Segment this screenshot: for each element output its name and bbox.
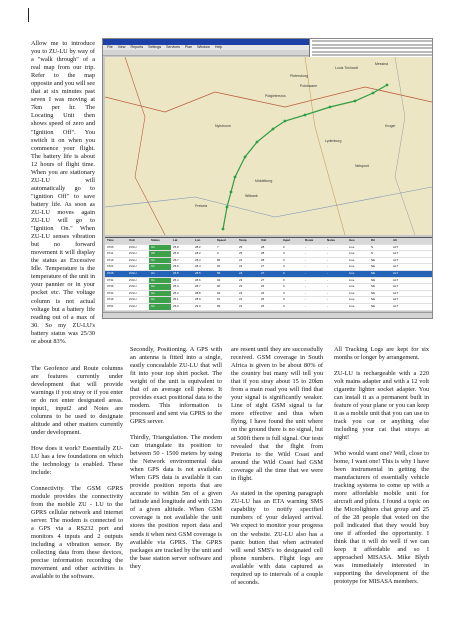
column-1-bottom bbox=[31, 365, 123, 589]
map-label: Lydenburg bbox=[325, 139, 342, 143]
menu-item: Services bbox=[166, 45, 180, 49]
route-map bbox=[105, 57, 432, 235]
map-label: Polokwane bbox=[300, 84, 318, 88]
menu-item: Reports bbox=[130, 45, 144, 49]
column-2 bbox=[130, 346, 222, 578]
paragraph: All Tracking Logs are kept for six months or longer by arrangement. bbox=[334, 346, 429, 362]
menu-item: File bbox=[107, 45, 113, 49]
paragraph: ZU-LU is rechargeable with a 220 volt mains adapter and with a 12 volt cigarette lighter socket adapter. You can install it as a permanent built in feature of your plane or you can keep it as a mobile unit that you can use to track you car or anything else including your cat that strays at night! bbox=[334, 369, 429, 441]
map-label: Kruger bbox=[385, 124, 396, 128]
paragraph: Who would want one? Well, close to home, I want one! This is why I have been instrumental in getting the manufacturers of essentially vehicle tracking systems to come up with a more affordable mobile unit for aircraft and pilots. I found a topic on the Microlighters chat group and 25 of the 28 people that voted on the poll indicated that they would buy one if afforded the opportunity. I think that it will do well if we can keep it affordable and so I approached MISASA. Mike Blyth was immediately interested in supporting the development of the prototype for MISASA members. bbox=[334, 449, 429, 586]
menu-item: Plan bbox=[184, 45, 193, 49]
map-label: Louis Trichardt bbox=[335, 66, 358, 70]
column-4 bbox=[334, 346, 429, 594]
tracking-log-table: Time Unit Status Lat Lon Speed Temp Volt Input Route Notes Geo Dir Alt 0706 ZULU On 25.8 28.2 7 25 28 0 - - Live N ALT 0711 ZULU Off 25.8 28.2 0 25 28 0 - - Live N ALT 0716 ZULU On 25.7 28.3 86 24 28 0 - - Live NE ALT 0721 ZULU On 25.6 28.4 92 24 27 0 - - Live NE ALT 0726 ZULU On 25.5 28.5 95 24 27 0 - - Live NE ALT 0731 ZULU On 25.4 28.6 94 23 27 0 - - Live NE ALT 0736 ZULU On 25.3 28.7 90 23 26 0 - - Live NE ALT 0741 ZULU On 25.2 28.8 93 23 26 0 - - Live NE ALT 0746 ZULU On 25.1 28.9 91 22 26 0 - - Live NE ALT 0751 ZULU On 25.0 29.0 89 22 25 0 - - Live NE ALT bbox=[105, 237, 432, 310]
paragraph: The Geofence and Route columns are features currently under development that will provide warnings if you stray or if you enter or do not enter designated areas. input1, input2 and Notes are columns to be used to designate altitude and other matters currently under development. bbox=[31, 365, 123, 437]
map-label: Witbank bbox=[245, 194, 258, 198]
intro-paragraph: Allow me to introduce you to ZU-LU by way of a "walk through" of a real map from our trip. Refer to the map opposite and you will see that at six minutes past seven I was moving at 7km per hr. The Locating Unit then shows speed of zero and "Ignition Off". You switch it on when you commence your flight. The battery life is about 12 hours of flight time. When you are stationary ZU-LU will automatically go to "ignition Off" to save battery life. As soon as ZU-LU moves again ZU-LU will go to "Ignition On." When ZU-LU senses vibration but no forward movement it will display the status as Excessive Idle. Temperature is the temperature of the unit in your pannier or in your pocket etc. The voltage column is not actual voltage but a battery life reading out of a max of 30. So my ZU-LU's battery status was 25/30 or about 83%. bbox=[31, 40, 96, 345]
paragraph: Secondly, Positioning. A GPS with an antenna is fitted into a single, easily concealable ZU-LU that will fit into your top shirt pocket. The weight of the unit is equivalent to that of an average cell phone. It provides exact positional data to the modem. This information is processed and sent via GPRS to the GPRS server. bbox=[130, 346, 222, 426]
map-label: Pietersburg bbox=[290, 74, 308, 78]
paragraph: are resent until they are successfully received. GSM coverage in South Africa is given to be about 80% of the country but many will tell you that if you stray about 15 to 20km from a main road you will find that your signal is significantly weaker. Line of sight GSM signal is far more effective and thus when flying, I have found the unit where on the ground there is no signal, but at 500ft there is full signal. Our tests revealed that the flight from Pretoria to the Wild Coast and around the Wild Coast had GSM coverage all the time that we were in flight. bbox=[231, 346, 323, 482]
tracking-software-screenshot bbox=[102, 38, 433, 319]
map-label: Messina bbox=[375, 62, 389, 66]
map-label: Nylstroom bbox=[215, 124, 231, 128]
map-label: Pretoria bbox=[195, 204, 208, 208]
paragraph: As stated in the opening paragraph ZU-LU has an ETA warning SMS capability to notify specified numbers of your delayed arrival. We expect to monitor your progress on the website. ZU-LU also has a panic button that when activated will send SMS's to designated cell phone numbers. Flight logs are available with data captured as required up to intervals of a couple of seconds. bbox=[231, 490, 323, 586]
paragraph: Connectivity. The GSM GPRS module provides the connectivity from the mobile ZU - LU to the GPRS cellular network and internet server. The modem is connected to a GPS via a RS232 port and monitors 4 inputs and 2 outputs including a vibration sensor. By collecting data from these devices, precise information recording the movement and other activities is available to the software. bbox=[31, 484, 123, 581]
menu-item: Settings bbox=[148, 45, 162, 49]
menu-item: View bbox=[117, 45, 126, 49]
map-label: Nelspruit bbox=[355, 164, 369, 168]
column-3 bbox=[231, 346, 323, 594]
status-bar bbox=[103, 312, 432, 318]
map-svg bbox=[105, 57, 432, 235]
paragraph: How does it work? Essentially ZU-LU has a few foundations on which the technology is enabled. These include: bbox=[31, 444, 123, 477]
menu-item: Help bbox=[214, 45, 223, 49]
crop-mark bbox=[28, 8, 29, 22]
map-label: Potgietersrus bbox=[265, 94, 286, 98]
map-label: Middelburg bbox=[255, 179, 273, 183]
menu-item: Window bbox=[197, 45, 210, 49]
paragraph: Thirdly, Triangulation. The modem can triangulate its position to between 50 - 1500 meters by using the Network environmental data when GPS data is not available. When GPS data is available it can provide position reports that are accurate to within 5m of a given latitude and longitude and with 12m of a given altitude. When GSM coverage is not available the unit stores the position report data and sends it when next GSM coverage is available via GPRS. The GPRS packages are tracked by the unit and the base station server software and they bbox=[130, 433, 222, 570]
column-1-top bbox=[31, 40, 95, 353]
